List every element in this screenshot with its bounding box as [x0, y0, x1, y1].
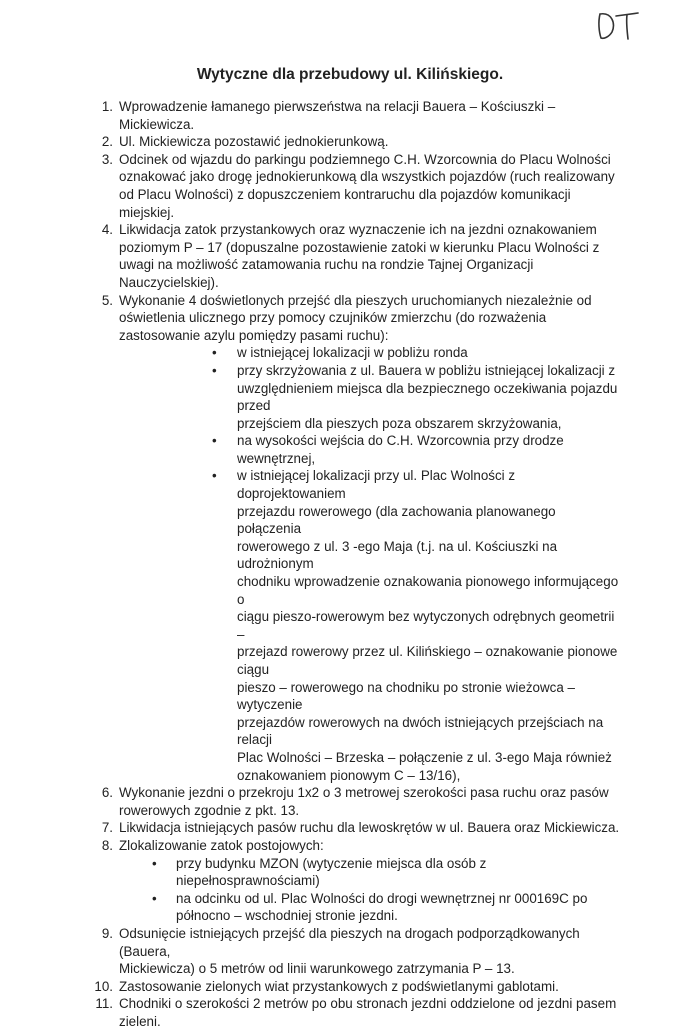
- line-text: Ul. Mickiewicza pozostawić jednokierunkową.: [119, 134, 389, 150]
- line-text: od Placu Wolności) z dopuszczeniem kontraruchu dla pojazdów komunikacji: [119, 186, 571, 202]
- line-text: zastosowanie azylu pomiędzy pasami ruchu):: [119, 327, 389, 343]
- bullet-icon: •: [152, 890, 157, 906]
- line-text: uwagi na możliwość zatamowania ruchu na rondzie Tajnej Organizacji: [119, 257, 534, 273]
- list-item: [83, 819, 623, 837]
- bullet-item: [119, 362, 623, 432]
- bullet-item: [119, 344, 623, 362]
- line-text: Mickiewicza.: [119, 116, 195, 132]
- line-text: Zastosowanie zielonych wiat przystankowych z podświetlanymi gablotami.: [119, 978, 559, 994]
- line-text: rowerowego z ul. 3 -ego Maja (t.j. na ul. Kościuszki na udrożnionym: [237, 538, 558, 572]
- line-text: przejazdów rowerowych na dwóch istniejących przejściach na relacji: [237, 714, 604, 748]
- line-text: Plac Wolności – Brzeska – połączenie z ul. 3-ego Maja również: [237, 749, 612, 765]
- item-number: 4.: [101, 222, 113, 238]
- list-item: [83, 221, 623, 291]
- item-number: 9.: [101, 925, 113, 941]
- list-item: [83, 995, 623, 1030]
- line-text: na odcinku od ul. Plac Wolności do drogi wewnętrznej nr 000169C po: [176, 890, 588, 906]
- line-text: na wysokości wejścia do C.H. Wzorcownia przy drodze wewnętrznej,: [237, 433, 564, 466]
- line-text: północno – wschodniej stronie jezdni.: [176, 908, 398, 924]
- item-number: 10.: [94, 978, 113, 994]
- handwritten-initials: [594, 10, 640, 42]
- line-text: przejściem dla pieszych poza obszarem skrzyżowania,: [237, 415, 562, 431]
- bullet-icon: •: [212, 345, 217, 361]
- line-text: Mickiewicza) o 5 metrów od linii warunkowego zatrzymania P – 13.: [119, 961, 515, 977]
- line-text: Likwidacja istniejących pasów ruchu dla lewoskrętów w ul. Bauera oraz Mickiewicza.: [119, 820, 620, 836]
- line-text: miejskiej.: [119, 204, 175, 220]
- bullet-icon: •: [212, 468, 217, 484]
- bullet-icon: •: [212, 433, 217, 449]
- guidelines-list: [83, 98, 623, 1030]
- bullet-list: [119, 344, 623, 784]
- item-number: 5.: [101, 292, 113, 308]
- line-text: ciągu pieszo-rowerowym bez wytyczonych odrębnych geometrii –: [237, 609, 615, 642]
- item-number: 8.: [101, 837, 113, 853]
- bullet-list: [119, 855, 623, 925]
- line-text: oznakować jako drogę jednokierunkową dla wszystkich pojazdów (ruch realizowany: [119, 169, 615, 185]
- list-item: [83, 837, 623, 925]
- line-text: zieleni.: [119, 1013, 161, 1029]
- bullet-item: [119, 890, 623, 925]
- line-text: Wprowadzenie łamanego pierwszeństwa na relacji Bauera – Kościuszki –: [119, 99, 556, 114]
- line-text: rowerowych zgodnie z pkt. 13.: [119, 802, 300, 818]
- bullet-icon: •: [152, 855, 157, 871]
- bullet-item: [119, 855, 623, 890]
- line-text: Odcinek od wjazdu do parkingu podziemnego C.H. Wzorcownia do Placu Wolności: [119, 151, 611, 167]
- page-title: Wytyczne dla przebudowy ul. Kilińskiego.: [196, 66, 504, 83]
- line-text: Wykonanie 4 doświetlonych przejść dla pieszych uruchomianych niezależnie od: [119, 292, 592, 308]
- line-text: przy skrzyżowania z ul. Bauera w pobliżu istniejącej lokalizacji z: [237, 362, 616, 378]
- item-number: 6.: [101, 785, 113, 801]
- line-text: przejazd rowerowy przez ul. Kilińskiego – oznakowanie pionowe ciągu: [237, 644, 618, 677]
- line-text: Nauczycielskiej).: [119, 274, 219, 290]
- bullet-icon: •: [212, 362, 217, 378]
- bullet-item: [119, 432, 623, 467]
- line-text: Wykonanie jezdni o przekroju 1x2 o 3 metrowej szerokości pasa ruchu oraz pasów: [119, 785, 609, 801]
- item-number: 7.: [101, 820, 113, 836]
- line-text: w istniejącej lokalizacji w pobliżu ronda: [237, 345, 468, 361]
- line-text: przy budynku MZON (wytyczenie miejsca dla osób z niepełnosprawnościami): [176, 855, 487, 889]
- line-text: Likwidacja zatok przystankowych oraz wyznaczenie ich na jezdni oznakowaniem: [119, 222, 597, 238]
- line-text: chodniku wprowadzenie oznakowania pionowego informującego o: [237, 574, 619, 607]
- line-text: poziomym P – 17 (dopuszalne pozostawienie zatoki w kierunku Placu Wolności z: [119, 239, 600, 255]
- list-item: [83, 978, 623, 996]
- list-item: [83, 784, 623, 819]
- item-number: 2.: [101, 134, 113, 150]
- list-item: [83, 133, 623, 151]
- line-text: pieszo – rowerowego na chodniku po stronie wieżowca – wytyczenie: [237, 679, 575, 713]
- line-text: Chodniki o szerokości 2 metrów po obu stronach jezdni oddzielone od jezdni pasem: [119, 996, 617, 1012]
- line-text: uwzględnieniem miejsca dla bezpiecznego oczekiwania pojazdu przed: [237, 380, 618, 414]
- list-item: [83, 151, 623, 221]
- list-item: [83, 925, 623, 978]
- item-number: 3.: [101, 151, 113, 167]
- line-text: Odsunięcie istniejących przejść dla pieszych na drogach podporządkowanych (Bauera,: [119, 925, 580, 959]
- item-number: 11.: [95, 996, 113, 1012]
- bullet-item: [119, 467, 623, 784]
- line-text: Zlokalizowanie zatok postojowych:: [119, 837, 324, 853]
- list-item: [83, 292, 623, 785]
- item-number: 1.: [101, 99, 113, 114]
- line-text: przejazdu rowerowego (dla zachowania planowanego połączenia: [237, 503, 556, 537]
- line-text: w istniejącej lokalizacji przy ul. Plac Wolności z doprojektowaniem: [237, 468, 516, 502]
- list-item: [83, 98, 623, 133]
- line-text: oznakowaniem pionowym C – 13/16),: [237, 767, 461, 783]
- line-text: oświetlenia ulicznego przy pomocy czujników zmierzchu (do rozważenia: [119, 310, 547, 326]
